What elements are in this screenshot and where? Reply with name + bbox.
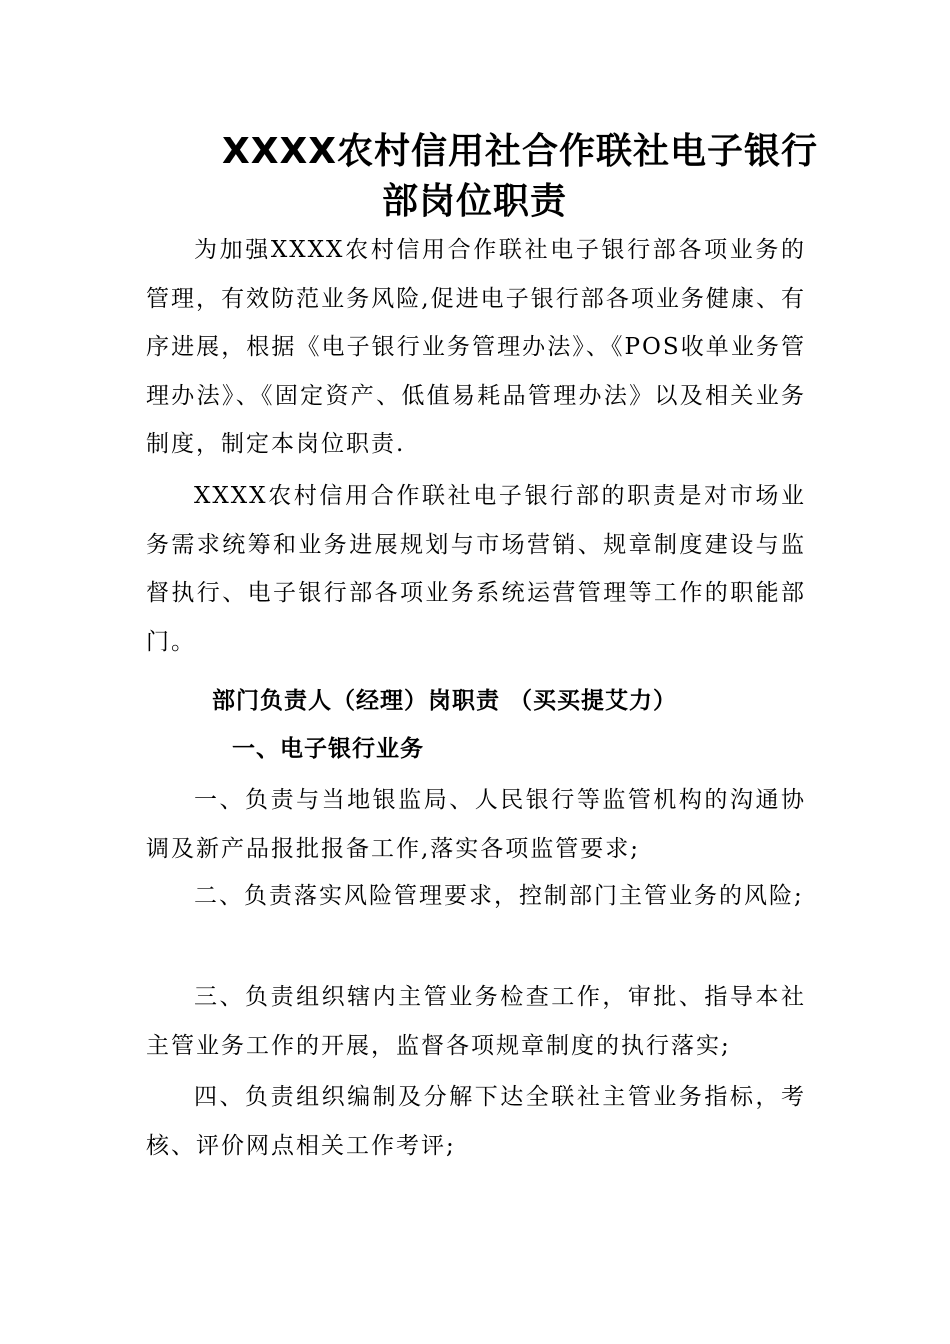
department-duty-paragraph: XXXX农村信用合作联社电子银行部的职责是对市场业务需求统筹和业务进展规划与市场营销、规章制度建设与监督执行、电子银行部各项业务系统运营管理等工作的职能部门。	[146, 483, 806, 655]
duty-item: 二、负责落实风险管理要求，控制部门主管业务的风险;	[194, 883, 804, 909]
duty-item: 一、负责与当地银监局、人民银行等监管机构的沟通协调及新产品报批报备工作,落实各项监管要求;	[146, 787, 806, 862]
duty-item: 四、负责组织编制及分解下达全联社主管业务指标，考核、评价网点相关工作考评;	[146, 1084, 806, 1159]
document-title-line-2: 部岗位职责	[382, 181, 568, 222]
section-heading: 部门负责人（经理）岗职责 （买买提艾力）	[212, 688, 678, 714]
duty-item: 三、负责组织辖内主管业务检查工作，审批、指导本社主管业务工作的开展，监督各项规章制度的执行落实;	[146, 984, 806, 1059]
document-title-line-1: XXXX农村信用社合作联社电子银行	[222, 131, 819, 172]
subsection-heading: 一、电子银行业务	[232, 736, 424, 762]
intro-paragraph: 为加强XXXX农村信用合作联社电子银行部各项业务的管理，有效防范业务风险,促进电子银行部各项业务健康、有序进展，根据《电子银行业务管理办法》、《POS收单业务管理办法》、《固定资产、低值易耗品管理办法》以及相关业务制度，制定本岗位职责.	[146, 237, 806, 457]
